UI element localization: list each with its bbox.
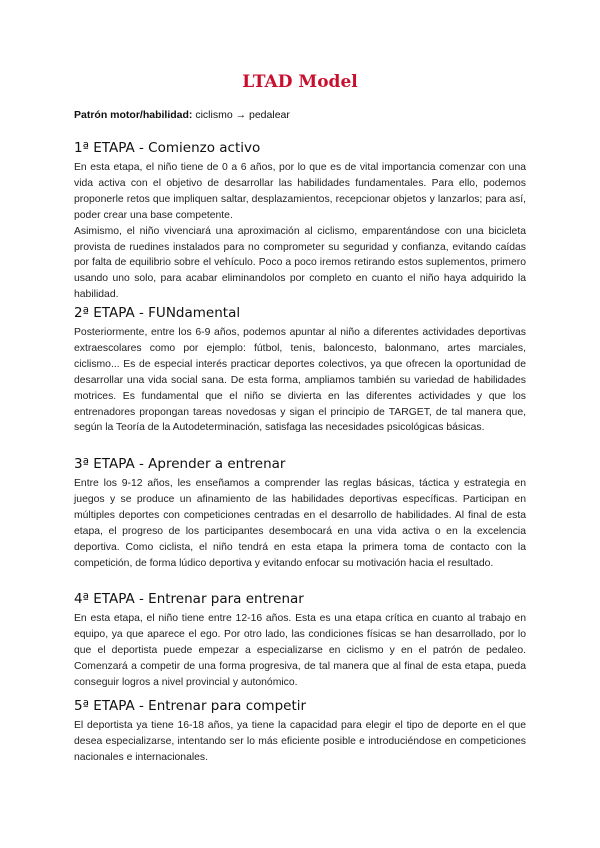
stage-3-paragraph-1: Entre los 9-12 años, les enseñamos a comprender las reglas básicas, táctica y estrategia en juegos y se produce un afinamiento de las habilidades deportivas específicas. Participan en múltiples deportes con competiciones centradas en el desarrollo de habilidades. Al final de esta etapa, el progreso de los participantes desembocará en una vida activa o en la excelencia deportiva. Como ciclista, el niño tendrá en esta etapa la primera toma de contacto con la competición, de forma lúdico deportiva y evitando enfocar su motivación hacia el resultado. <box>74 478 526 569</box>
stage-1-heading: 1ª ETAPA - Comienzo activo <box>74 140 261 156</box>
stage-5-section <box>74 698 526 766</box>
stage-2-heading: 2ª ETAPA - FUNdamental <box>74 305 241 321</box>
motor-pattern-value: ciclismo → pedalear <box>192 109 290 121</box>
page-title: LTAD Model <box>242 72 358 92</box>
stage-3-heading: 3ª ETAPA - Aprender a entrenar <box>74 456 286 472</box>
stage-1-section <box>74 140 526 303</box>
stage-3-section <box>74 456 526 571</box>
stage-4-section <box>74 591 526 691</box>
motor-pattern-label: Patrón motor/habilidad: <box>74 109 193 121</box>
stage-2-paragraph-1: Posteriormente, entre los 6-9 años, podemos apuntar al niño a diferentes actividades deportivas extraescolares como por ejemplo: fútbol, tenis, baloncesto, balonmano, artes marciales, ciclismo... Es de especial interés practicar deportes colectivos, ya que ofrecen la oportunidad de desarrollar una vida social sana. De esta forma, ampliamos también su variedad de habilidades motrices. Es fundamental que el niño se divierta en las diferentes actividades y que los entrenadores propongan tareas novedosas y sigan el principio de TARGET, de tal manera que, según la Teoría de la Autodeterminación, satisfaga las necesidades psicológicas básicas. <box>74 327 526 434</box>
motor-pattern-line <box>74 109 290 121</box>
stage-5-paragraph-1: El deportista ya tiene 16-18 años, ya tiene la capacidad para elegir el tipo de deporte en el que desea especializarse, intentando ser lo más eficiente posible e introduciéndose en competiciones nacionales e internacionales. <box>74 720 526 763</box>
stage-1-paragraph-1: En esta etapa, el niño tiene de 0 a 6 años, por lo que es de vital importancia comenzar con una vida activa con el objetivo de desarrollar las habilidades fundamentales. Para ello, podemos proponerle retos que impliquen saltar, desplazamientos, recepcionar objetos y lanzarlos; para así, poder crear una base competente. <box>74 162 526 221</box>
stage-1-paragraph-2: Asimismo, el niño vivenciará una aproximación al ciclismo, emparentándose con una bicicleta provista de ruedines instalados para no comprometer su seguridad y confianza, evitando caídas por falta de equilibrio sobre el vehículo. Poco a poco iremos retirando estos suplementos, primero usando uno solo, para acabar eliminandolos por completo en cuanto el niño haya adquirido la habilidad. <box>74 225 526 301</box>
stage-2-section <box>74 305 526 436</box>
stage-4-paragraph-1: En esta etapa, el niño tiene entre 12-16 años. Esta es una etapa crítica en cuanto al trabajo en equipo, ya que aparece el ego. Por otro lado, las condiciones físicas se han desarrollado, por lo que el deportista puede empezar a especializarse en ciclismo y en el patrón de pedaleo. Comenzará a competir de una forma progresiva, de tal manera que al final de esta etapa, pueda conseguir logros a nivel provincial y autonómico. <box>74 613 526 688</box>
stage-4-heading: 4ª ETAPA - Entrenar para entrenar <box>74 591 304 607</box>
stage-5-heading: 5ª ETAPA - Entrenar para competir <box>74 698 307 714</box>
